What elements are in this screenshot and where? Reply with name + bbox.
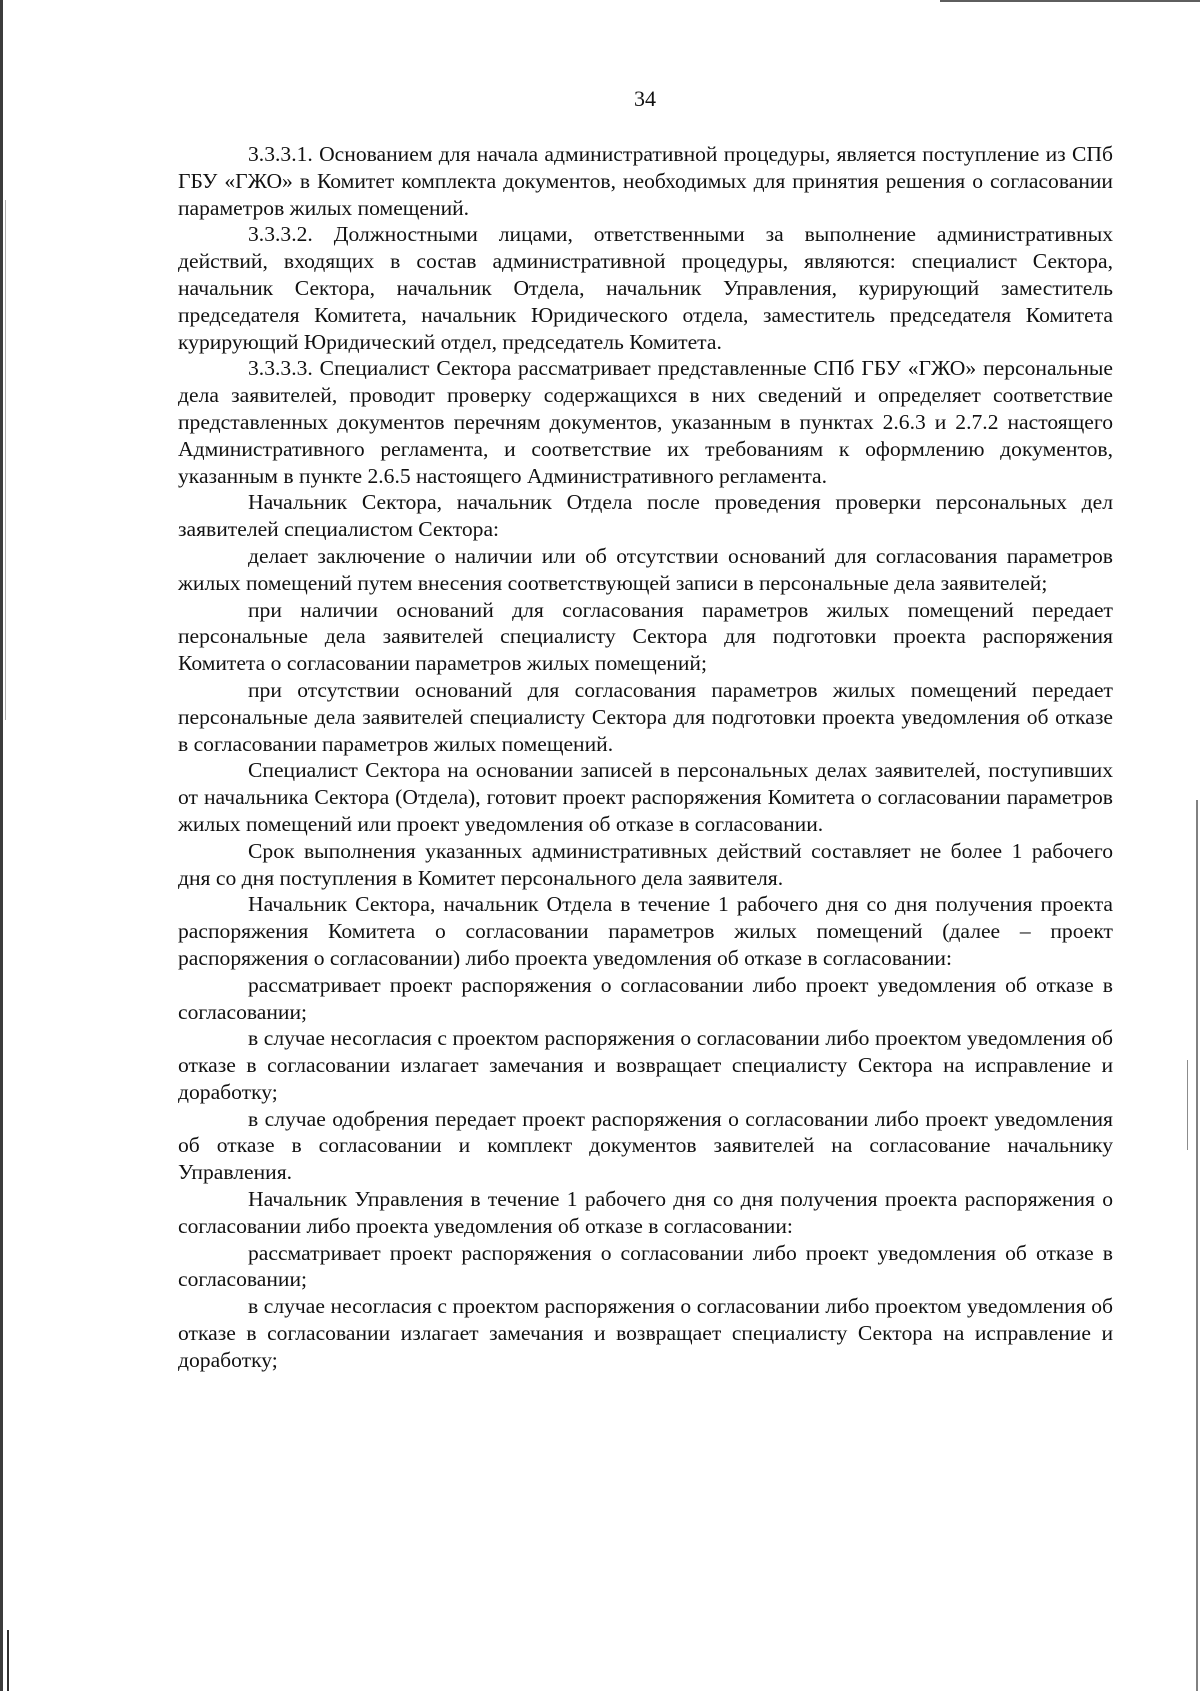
document-body xyxy=(178,141,1113,1374)
paragraph-3-3-3-1: 3.3.3.1. Основанием для начала административной процедуры, является поступление из СПб ГБУ «ГЖО» в Комитет комплекта документов, необходимых для принятия решения о согласовании параметров жилых помещений. xyxy=(178,142,1113,220)
scan-edge-left xyxy=(0,0,3,1691)
paragraph-disagreement-2: в случае несогласия с проектом распоряжения о согласовании либо проектом уведомления об отказе в согласовании излагает замечания и возвращает специалисту Сектора на исправление и доработку; xyxy=(178,1294,1113,1372)
page-number: 34 xyxy=(634,86,656,111)
paragraph-3-3-3-3: 3.3.3.3. Специалист Сектора рассматривает представленные СПб ГБУ «ГЖО» персональные дела заявителей, проводит проверку содержащихся в них сведений и определяет соответствие представленных документов перечням документов, указанным в пунктах 2.6.3 и 2.7.2 настоящего Административного регламента, и соответствие их требованиям к оформлению документов, указанным в пункте 2.6.5 настоящего Административного регламента. xyxy=(178,356,1113,488)
paragraph-approval-1: в случае одобрения передает проект распоряжения о согласовании либо проект уведомления об отказе в согласовании и комплект документов заявителей на согласование начальнику Управления. xyxy=(178,1106,1113,1185)
scan-edge-right xyxy=(1196,800,1198,1691)
paragraph-review-2: рассматривает проект распоряжения о согласовании либо проект уведомления об отказе в согласовании; xyxy=(178,1240,1113,1292)
paragraph-department-head-review: Начальник Управления в течение 1 рабочего дня со дня получения проекта распоряжения о согласовании либо проекта уведомления об отказе в согласовании: xyxy=(178,1187,1113,1238)
paragraph-deadline: Срок выполнения указанных административных действий составляет не более 1 рабочего дня со дня поступления в Комитет персонального дела заявителя. xyxy=(178,838,1113,890)
paragraph-sector-head-review: Начальник Сектора, начальник Отдела в течение 1 рабочего дня со дня получения проекта распоряжения Комитета о согласовании параметров жилых помещений (далее – проект распоряжения о согласовании) либо проекта уведомления об отказе в согласовании: xyxy=(178,892,1113,970)
scan-edge-left-inner xyxy=(5,200,6,720)
scan-edge-left-bottom xyxy=(7,1630,9,1691)
scan-edge-top xyxy=(940,0,1200,2)
paragraph-disagreement-1: в случае несогласия с проектом распоряжения о согласовании либо проектом уведомления об отказе в согласовании излагает замечания и возвращает специалисту Сектора на исправление и доработку; xyxy=(178,1026,1113,1104)
paragraph-sector-head-after-check: Начальник Сектора, начальник Отдела после проведения проверки персональных дел заявителей специалистом Сектора: xyxy=(178,490,1113,542)
paragraph-review-1: рассматривает проект распоряжения о согласовании либо проект уведомления об отказе в согласовании; xyxy=(178,972,1113,1024)
paragraph-grounds-present: при наличии оснований для согласования параметров жилых помещений передает персональные дела заявителей специалисту Сектора для подготовки проекта распоряжения Комитета о согласовании параметров жилых помещений; xyxy=(178,597,1113,676)
paragraph-conclusion: делает заключение о наличии или об отсутствии оснований для согласования параметров жилых помещений путем внесения соответствующей записи в персональные дела заявителей; xyxy=(178,543,1113,595)
scan-edge-right-inner xyxy=(1187,1060,1188,1150)
paragraph-specialist-prepares: Специалист Сектора на основании записей в персональных делах заявителей, поступивших от начальника Сектора (Отдела), готовит проект распоряжения Комитета о согласовании параметров жилых помещений или проект уведомления об отказе в согласовании. xyxy=(178,758,1113,836)
paragraph-grounds-absent: при отсутствии оснований для согласования параметров жилых помещений передает персональные дела заявителей специалисту Сектора для подготовки проекта уведомления об отказе в согласовании параметров жилых помещений. xyxy=(178,677,1113,756)
paragraph-3-3-3-2: 3.3.3.2. Должностными лицами, ответственными за выполнение административных действий, входящих в состав административной процедуры, являются: специалист Сектора, начальник Сектора, начальник Отдела, начальник Управления, курирующий заместитель председателя Комитета, начальник Юридического отдела, заместитель председателя Комитета курирующий Юридический отдел, председатель Комитета. xyxy=(178,222,1113,354)
